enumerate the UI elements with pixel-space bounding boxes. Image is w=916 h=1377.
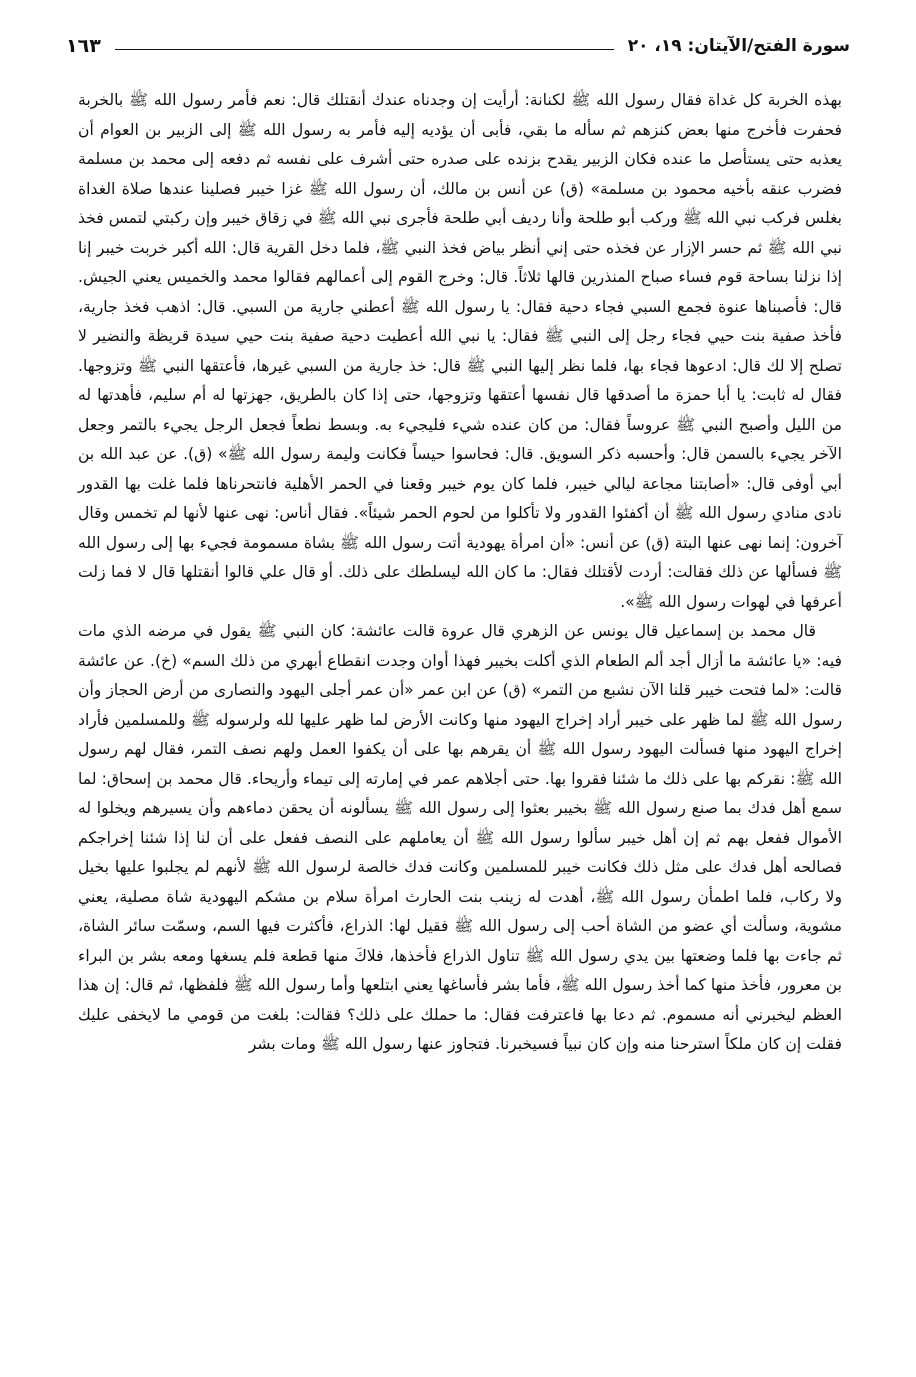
page-number: ١٦٣ [66, 35, 101, 57]
header-rule [115, 49, 614, 50]
surah-title: سورة الفتح/الآيتان: ١٩، ٢٠ [627, 36, 850, 56]
page-text [78, 86, 842, 1060]
paragraph-2: قال محمد بن إسماعيل قال يونس عن الزهري قال عروة قالت عائشة: كان النبي ﷺ يقول في مرضه الذي مات فيه: «يا عائشة ما أزال أجد ألم الطعام الذي أكلت بخيبر فهذا أوان وجدت انقطاع أبهري من ذلك السم» (خ). عن عائشة قالت: «لما فتحت خيبر قلنا الآن نشبع من التمر» (ق) عن ابن عمر «أن عمر أجلى اليهود والنصارى من أرض الحجاز وأن رسول الله ﷺ لما ظهر على خيبر أراد إخراج اليهود منها وكانت الأرض لما ظهر عليها لله ولرسوله ﷺ وللمسلمين فأراد إخراج اليهود منها فسألت اليهود رسول الله ﷺ أن يقرهم بها على أن يكفوا العمل ولهم نصف التمر، فقال لهم رسول الله ﷺ: نقركم بها على ذلك ما شئنا فقروا بها. حتى أجلاهم عمر في إمارته إلى تيماء وأريحاء. قال محمد بن إسحاق: لما سمع أهل فدك بما صنع رسول الله ﷺ بخيبر بعثوا إلى رسول الله ﷺ يسألونه أن يحقن دماءهم وأن يسيرهم ويخلوا له الأموال ففعل بهم ثم إن أهل خيبر سألوا رسول الله ﷺ أن يعاملهم على النصف ففعل على أن لنا إذا شئنا إخراجكم فصالحه أهل فدك على مثل ذلك فكانت خيبر للمسلمين وكانت فدك خالصة لرسول الله ﷺ لأنهم لم يجلبوا عليها بخيل ولا ركاب، فلما اطمأن رسول الله ﷺ، أهدت له زينب بنت الحارث امرأة سلام بن مشكم اليهودية شاة مصلية، يعني مشوية، وسألت أي عضو من الشاة أحب إلى رسول الله ﷺ فقيل لها: الذراع، فأكثرت فيها السم، وسمّت سائر الشاة، ثم جاءت بها فلما وضعتها بين يدي رسول الله ﷺ تناول الذراع فأخذها، فلاكَ منها قطعة فلم يسغها ومعه بشر بن البراء بن معرور، فأخذ منها كما أخذ رسول الله ﷺ، فأما بشر فأساغها يعني ابتلعها وأما رسول الله ﷺ فلفظها، ثم قال: إن هذا العظم ليخبرني أنه مسموم. ثم دعا بها فاعترفت فقال: ما حملك على ذلك؟ فقالت: بلغت من قومي ما لايخفى عليك فقلت إن كان ملكاً استرحنا منه وإن كان نبياً فسيخبرنا. فتجاوز عنها رسول الله ﷺ ومات بشر [78, 622, 842, 1053]
running-header [66, 32, 850, 60]
paragraph-1: بهذه الخربة كل غداة فقال رسول الله ﷺ لكنانة: أرأيت إن وجدناه عندك أنقتلك قال: نعم فأمر رسول الله ﷺ بالخربة فحفرت فأخرج منها بعض كنزهم ثم سأله ما بقي، فأبى أن يؤديه إليه فأمر به رسول الله ﷺ إلى الزبير بن العوام أن يعذبه حتى يستأصل ما عنده فكان الزبير يقدح بزنده على صدره حتى أشرف على نفسه ثم دفعه إلى محمد بن مسلمة فضرب عنقه بأخيه محمود بن مسلمة» (ق) عن أنس بن مالك، أن رسول الله ﷺ غزا خيبر فصلينا عندها صلاة الغداة بغلس فركب نبي الله ﷺ وركب أبو طلحة وأنا رديف أبي طلحة فأجرى نبي الله ﷺ في زقاق خيبر وإن ركبتي لتمس فخذ نبي الله ﷺ ثم حسر الإزار عن فخذه حتى إني أنظر بياض فخذ النبي ﷺ، فلما دخل القرية قال: الله أكبر خربت خيبر إنا إذا نزلنا بساحة قوم فساء صباح المنذرين قالها ثلاثاً. قال: وخرج القوم إلى أعمالهم فقالوا محمد والخميس يعني الجيش. قال: فأصبناها عنوة فجمع السبي فجاء دحية فقال: يا رسول الله ﷺ أعطني جارية من السبي. قال: اذهب فخذ جارية، فأخذ صفية بنت حيي فجاء رجل إلى النبي ﷺ فقال: يا نبي الله أعطيت دحية صفية بنت حيي سيدة قريظة والنضير لا تصلح إلا لك قال: ادعوها فجاء بها، فلما نظر إليها النبي ﷺ قال: خذ جارية من السبي غيرها، فأعتقها النبي ﷺ وتزوجها. فقال له ثابت: يا أبا حمزة ما أصدقها قال نفسها أعتقها وتزوجها، حتى إذا كان بالطريق، جهزتها له أم سليم، فأهدتها له من الليل وأصبح النبي ﷺ عروساً فقال: من كان عنده شيء فليجيء به. وبسط نطعاً فجعل الرجل يجيء بالتمر وجعل الآخر يجيء بالسمن قال: وأحسبه ذكر السويق. قال: فحاسوا حيساً فكانت وليمة رسول الله ﷺ» (ق). عن عبد الله بن أبي أوفى قال: «أصابتنا مجاعة ليالي خيبر، فلما كان يوم خيبر وقعنا في الحمر الأهلية فانتحرناها فلما غلت بها القدور نادى منادي رسول الله ﷺ أن أكفئوا القدور ولا تأكلوا من لحوم الحمر شيئاً». فقال أناس: نهى عنها لأنها لم تخمس وقال آخرون: إنما نهى عنها البتة (ق) عن أنس: «أن امرأة يهودية أتت رسول الله ﷺ بشاة مسمومة فجيء بها إلى رسول الله ﷺ فسألها عن ذلك فقالت: أردت لأقتلك فقال: ما كان الله ليسلطك على ذلك. أو قال علي قالوا أنقتلها قال لا فما زلت أعرفها في لهوات رسول الله ﷺ». [78, 91, 842, 611]
